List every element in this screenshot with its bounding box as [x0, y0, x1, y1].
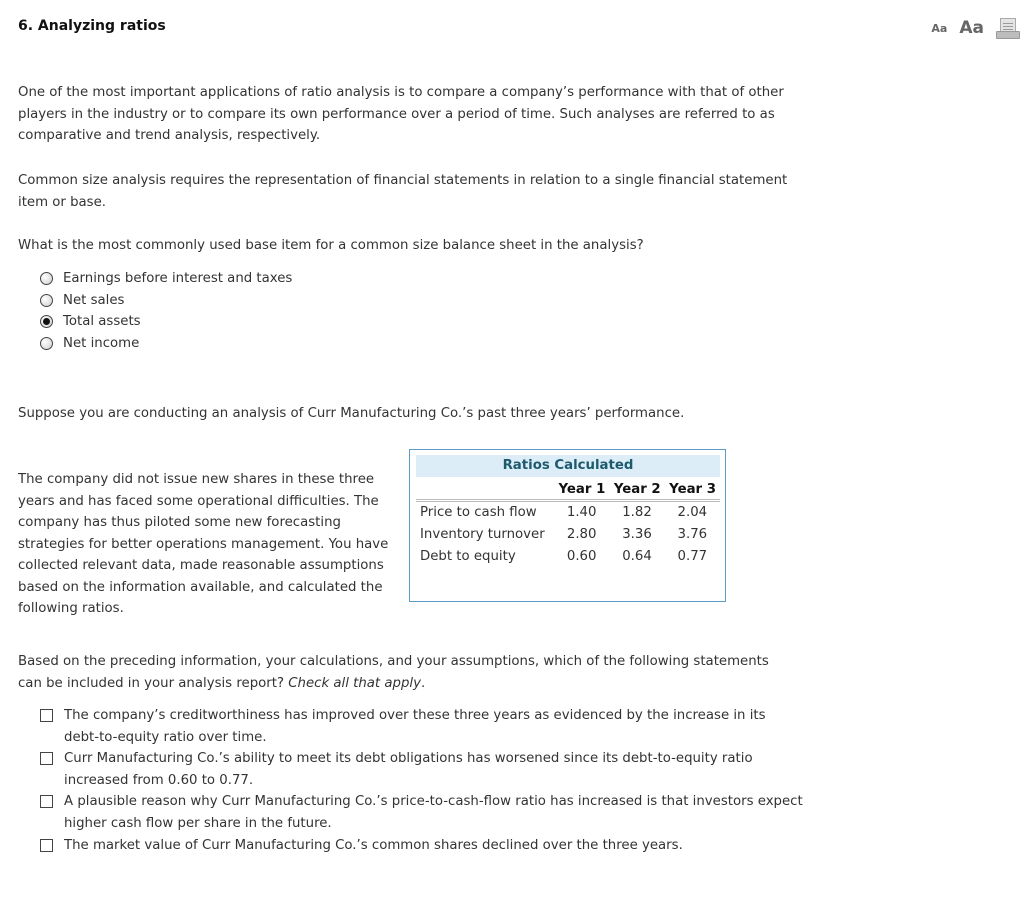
question1-prompt: What is the most commonly used base item for a common size balance sheet in the analysis?	[18, 238, 644, 253]
print-icon[interactable]	[996, 18, 1018, 38]
option-label: Net income	[63, 336, 140, 352]
option-label: Earnings before interest and taxes	[63, 271, 293, 287]
row-label: Debt to equity	[420, 549, 516, 564]
cell-value: 1.40	[566, 505, 597, 520]
decrease-text-size-button[interactable]: Aa	[931, 21, 948, 35]
cell-value: 0.60	[566, 549, 597, 564]
checkbox-option-market-value[interactable]	[40, 835, 804, 857]
ratios-table	[409, 449, 726, 602]
radio-option-net-income[interactable]	[40, 333, 292, 355]
intro-paragraph-1: One of the most important applications of ratio analysis is to compare a company’s performance with that of other players in the industry or to compare its own performance over a period of time. Such analyses are referred to as comparative and trend analysis, respectively.	[18, 85, 784, 143]
radio-option-net-sales[interactable]	[40, 290, 292, 312]
table-row	[416, 502, 720, 524]
scenario-description: The company did not issue new shares in these three years and has faced some operational difficulties. The company has thus piloted some new forecasting strategies for better operations management. You have collected relevant data, made reasonable assumptions based on the information available, and calculated the following ratios.	[18, 472, 389, 616]
option-label: The market value of Curr Manufacturing Co.’s common shares declined over the three years.	[64, 837, 683, 853]
radio-button-selected[interactable]	[40, 315, 53, 328]
column-header: Year 1	[558, 481, 606, 497]
option-label: Curr Manufacturing Co.’s ability to meet its debt obligations has worsened since its debt-to-equity ratio increased from 0.60 to 0.77.	[64, 751, 753, 788]
table-row	[416, 524, 720, 546]
cell-value: 0.77	[677, 549, 708, 564]
table-row	[416, 546, 720, 568]
cell-value: 0.64	[622, 549, 652, 564]
scenario-intro: Suppose you are conducting an analysis of Curr Manufacturing Co.’s past three years’ performance.	[18, 406, 685, 421]
toolbar	[931, 18, 1018, 38]
option-label: A plausible reason why Curr Manufacturing Co.’s price-to-cash-flow ratio has increased is that investors expect higher cash flow per share in the future.	[64, 794, 803, 831]
column-header: Year 2	[613, 481, 661, 497]
cell-value: 3.36	[622, 527, 652, 542]
question2-prompt: Based on the preceding information, your calculations, and your assumptions, which of the following statements can be included in your analysis report? Check all that apply.	[18, 654, 769, 691]
cell-value: 2.04	[677, 505, 708, 520]
checkbox[interactable]	[40, 752, 53, 765]
cell-value: 1.82	[622, 505, 652, 520]
check-all-emphasis: Check all that apply	[288, 675, 421, 691]
radio-button[interactable]	[40, 337, 53, 350]
column-header: Year 3	[669, 481, 716, 497]
ratios-table-title: Ratios Calculated	[416, 455, 720, 477]
row-label: Inventory turnover	[420, 527, 545, 542]
question2-options	[40, 705, 804, 856]
radio-button[interactable]	[40, 272, 53, 285]
option-label: The company’s creditworthiness has improved over these three years as evidenced by the increase in its debt-to-equity ratio over time.	[64, 708, 766, 745]
checkbox-option-creditworthiness[interactable]	[40, 705, 804, 748]
cell-value: 3.76	[677, 527, 708, 542]
radio-option-total-assets[interactable]	[40, 311, 292, 333]
checkbox[interactable]	[40, 795, 53, 808]
radio-button[interactable]	[40, 294, 53, 307]
row-label: Price to cash flow	[420, 505, 537, 520]
increase-text-size-button[interactable]: Aa	[959, 18, 984, 38]
cell-value: 2.80	[566, 527, 597, 542]
option-label: Net sales	[63, 292, 125, 308]
page-title: 6. Analyzing ratios	[18, 18, 166, 34]
option-label: Total assets	[63, 314, 141, 330]
checkbox-option-price-to-cash-flow[interactable]	[40, 791, 804, 834]
checkbox[interactable]	[40, 839, 53, 852]
checkbox[interactable]	[40, 709, 53, 722]
checkbox-option-debt-obligations[interactable]	[40, 748, 804, 791]
question1-options	[40, 268, 292, 354]
radio-option-ebit[interactable]	[40, 268, 292, 290]
intro-paragraph-2: Common size analysis requires the representation of financial statements in relation to a single financial statement item or base.	[18, 173, 788, 210]
